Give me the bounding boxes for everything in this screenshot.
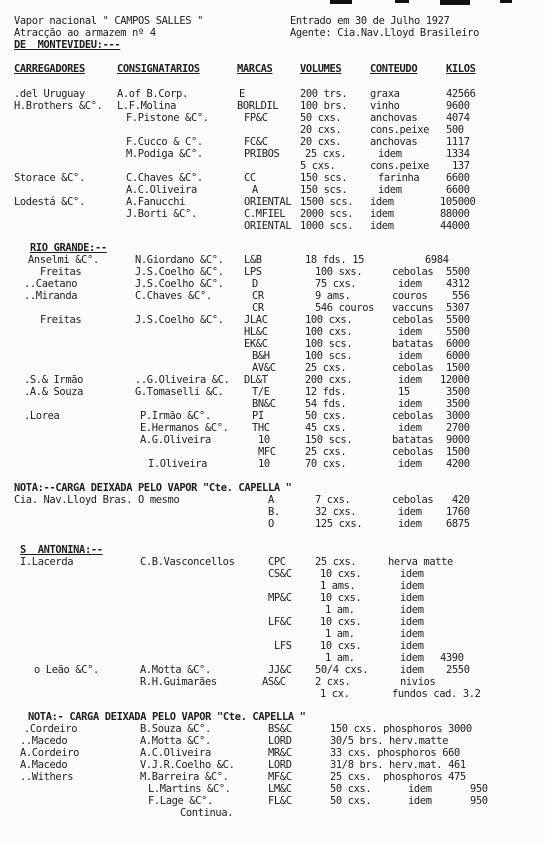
manifest-cell: A.Macedo	[20, 759, 68, 771]
manifest-cell: 4200	[446, 458, 470, 470]
manifest-cell: 33 cxs. phosphoros 660	[330, 747, 460, 759]
manifest-cell: F.Cucco & C°.	[126, 136, 203, 148]
manifest-cell: idem	[398, 422, 422, 434]
manifest-cell: 150 cxs. phosphoros 3000	[330, 723, 472, 735]
top-edge-marks	[0, 0, 545, 6]
manifest-cell: JLAC	[244, 314, 268, 326]
manifest-cell: o Leão &C°.	[34, 664, 99, 676]
manifest-cell: H.Brothers &C°.	[14, 100, 103, 112]
manifest-cell: idem	[370, 208, 394, 220]
manifest-cell: Continua.	[180, 807, 234, 819]
manifest-cell: idem	[398, 518, 422, 530]
manifest-cell: LPS	[244, 266, 262, 278]
manifest-cell: anchovas	[370, 112, 418, 124]
manifest-cell: A.C.Oliveira	[140, 747, 211, 759]
manifest-cell: 10	[258, 434, 270, 446]
manifest-cell: 75 cxs.	[315, 278, 357, 290]
manifest-cell: A.Cordeiro	[20, 747, 80, 759]
manifest-cell: A	[268, 494, 274, 506]
manifest-cell: idem	[398, 374, 422, 386]
manifest-cell: herva matte	[388, 556, 453, 568]
manifest-cell: 1500 scs.	[300, 196, 354, 208]
manifest-cell: R.H.Guimarães	[140, 676, 217, 688]
agent-line: Agente: Cia.Nav.Lloyd Brasileiro	[290, 27, 479, 39]
manifest-cell: CS&C	[268, 568, 292, 580]
manifest-cell: cebolas	[392, 266, 434, 278]
manifest-cell: idem	[378, 184, 402, 196]
manifest-cell: V.J.R.Coelho &C.	[140, 759, 235, 771]
manifest-cell: idem	[378, 148, 402, 160]
manifest-cell: vinho	[370, 100, 400, 112]
manifest-cell: .Lorea	[24, 410, 60, 422]
manifest-cell: B.Souza &C°.	[140, 723, 211, 735]
manifest-cell: Freitas	[40, 314, 82, 326]
manifest-cell: 25 cxs.	[315, 556, 357, 568]
manifest-cell: L.F.Molina	[117, 100, 177, 112]
manifest-cell: 54 fds.	[305, 398, 347, 410]
manifest-cell: MF&C	[268, 771, 292, 783]
manifest-cell: 15	[398, 386, 410, 398]
manifest-cell: 5307	[446, 302, 470, 314]
manifest-cell: A.Motta &C°.	[140, 664, 211, 676]
manifest-cell: cons.peixe	[370, 160, 430, 172]
manifest-cell: C.B.Vasconcellos	[140, 556, 235, 568]
manifest-cell: idem	[408, 783, 432, 795]
manifest-cell: .S.& Irmão	[24, 374, 84, 386]
manifest-cell: FC&C	[244, 136, 268, 148]
manifest-cell: 1760	[446, 506, 470, 518]
manifest-cell: 5 cxs.	[300, 160, 336, 172]
manifest-cell: C.Chaves &C°.	[135, 290, 212, 302]
manifest-cell: 3500	[446, 386, 470, 398]
manifest-cell: 25 cxs.	[305, 148, 347, 160]
manifest-cell: J.S.Coelho &C°.	[135, 278, 224, 290]
manifest-cell: 32 cxs.	[315, 506, 357, 518]
manifest-cell: idem	[370, 220, 394, 232]
manifest-cell: 5500	[446, 266, 470, 278]
manifest-cell: 12000	[440, 374, 470, 386]
manifest-cell: 10 cxs.	[320, 616, 362, 628]
manifest-cell: 150 scs.	[300, 172, 348, 184]
manifest-cell: AV&C	[252, 362, 276, 374]
manifest-cell: 100 sxs.	[315, 266, 363, 278]
manifest-cell: Anselmi &C°.	[28, 254, 99, 266]
manifest-cell: 1 cx.	[320, 688, 350, 700]
manifest-cell: 150 scs.	[300, 184, 348, 196]
manifest-cell: 3500	[446, 398, 470, 410]
manifest-cell: 45 cxs.	[305, 422, 347, 434]
manifest-cell: 950	[470, 783, 488, 795]
manifest-cell: 556	[452, 290, 470, 302]
manifest-cell: idem	[400, 604, 424, 616]
manifest-cell: 5500	[446, 314, 470, 326]
manifest-cell: 50 cxs.	[330, 795, 372, 807]
manifest-cell: CPC	[268, 556, 286, 568]
manifest-cell: 10	[258, 458, 270, 470]
manifest-cell: A.of B.Corp.	[117, 88, 188, 100]
manifest-cell: 20 cxs.	[300, 136, 342, 148]
manifest-cell: 3000	[446, 410, 470, 422]
manifest-cell: 30/5 brs. herv.matte	[330, 735, 449, 747]
manifest-cell: 6600	[446, 184, 470, 196]
manifest-cell: couros	[392, 290, 428, 302]
manifest-cell: 125 cxs.	[315, 518, 363, 530]
manifest-cell: 10 cxs.	[320, 640, 362, 652]
manifest-cell: 9 ams.	[315, 290, 351, 302]
manifest-cell: 25 cxs.	[305, 362, 347, 374]
manifest-cell: J.Borti &C°.	[126, 208, 197, 220]
manifest-cell: F.Lage &C°.	[148, 795, 213, 807]
manifest-cell: 6000	[446, 350, 470, 362]
manifest-cell: 100 scs.	[305, 350, 353, 362]
manifest-cell: 44000	[440, 220, 470, 232]
manifest-cell: 25 cxs.	[305, 446, 347, 458]
manifest-cell: I.Oliveira	[148, 458, 208, 470]
manifest-cell: A.C.Oliveira	[126, 184, 197, 196]
manifest-cell: J.S.Coelho &C°.	[135, 266, 224, 278]
manifest-cell: 1500	[446, 362, 470, 374]
manifest-cell: L.Martins &C°.	[148, 783, 231, 795]
manifest-cell: 1 am.	[325, 604, 355, 616]
manifest-cell: 1 am.	[325, 628, 355, 640]
col-volumes: VOLUMES	[300, 63, 342, 75]
manifest-cell: 1117	[446, 136, 470, 148]
manifest-cell: 950	[470, 795, 488, 807]
manifest-cell: A.G.Oliveira	[140, 434, 211, 446]
manifest-cell: 5500	[446, 326, 470, 338]
manifest-cell: 9000	[446, 434, 470, 446]
manifest-cell: ORIENTAL	[244, 220, 292, 232]
col-conteudo: CONTEUDO	[370, 63, 418, 75]
manifest-cell: RIO GRANDE:--	[30, 242, 107, 254]
manifest-cell: A.Fanucchi	[126, 196, 186, 208]
manifest-cell: N.Giordano &C°.	[135, 254, 224, 266]
manifest-cell: MP&C	[268, 592, 292, 604]
manifest-cell: 18 fds. 15	[305, 254, 365, 266]
manifest-cell: ..Miranda	[24, 290, 78, 302]
manifest-cell: farinha	[378, 172, 420, 184]
col-consignatarios: CONSIGNATARIOS	[117, 63, 200, 75]
manifest-cell: G.Tomaselli &C.	[135, 386, 224, 398]
manifest-cell: 100 scs.	[305, 338, 353, 350]
manifest-cell: cebolas	[392, 362, 434, 374]
manifest-cell: Lodestá &C°.	[14, 196, 85, 208]
manifest-cell: 546 couros	[315, 302, 375, 314]
manifest-cell: 1000 scs.	[300, 220, 354, 232]
manifest-cell: 1334	[446, 148, 470, 160]
manifest-cell: 2550	[446, 664, 470, 676]
manifest-cell: 200 trs.	[300, 88, 348, 100]
col-carregadores: CARREGADORES	[14, 63, 85, 75]
manifest-cell: E.Hermanos &C°.	[140, 422, 229, 434]
manifest-cell: 137	[452, 160, 470, 172]
manifest-cell: MFC	[258, 446, 276, 458]
manifest-cell: idem	[370, 196, 394, 208]
vessel-line: Vapor nacional " CAMPOS SALLES "	[14, 15, 203, 27]
manifest-cell: NOTA:--CARGA DEIXADA PELO VAPOR "Cte. CAPELLA "	[14, 482, 292, 494]
manifest-cell: LM&C	[268, 783, 292, 795]
manifest-cell: 1 ams.	[320, 580, 356, 592]
manifest-cell: 200 cxs.	[305, 374, 353, 386]
col-kilos: KILOS	[446, 63, 476, 75]
manifest-cell: 50/4 cxs.	[315, 664, 369, 676]
manifest-cell: cebolas	[392, 494, 434, 506]
manifest-cell: cons.peixe	[370, 124, 430, 136]
manifest-cell: PI	[252, 410, 264, 422]
manifest-cell: .del Uruguay	[14, 88, 85, 100]
manifest-cell: 12 fds.	[305, 386, 347, 398]
manifest-cell: PRIBOS	[244, 148, 280, 160]
manifest-cell: 10 cxs.	[320, 568, 362, 580]
manifest-cell: nivios	[400, 676, 436, 688]
manifest-cell: LORD	[268, 759, 292, 771]
manifest-cell: graxa	[370, 88, 400, 100]
manifest-cell: 105000	[440, 196, 476, 208]
manifest-cell: 20 cxs.	[300, 124, 342, 136]
manifest-cell: 42566	[446, 88, 476, 100]
manifest-cell: F.Pistone &C°.	[126, 112, 209, 124]
manifest-cell: idem	[398, 398, 422, 410]
manifest-cell: 100 cxs.	[305, 314, 353, 326]
manifest-cell: 420	[452, 494, 470, 506]
manifest-cell: 6600	[446, 172, 470, 184]
manifest-cell: LFS	[274, 640, 292, 652]
manifest-cell: idem	[398, 350, 422, 362]
arrival-date: Entrado em 30 de Julho 1927	[290, 15, 450, 27]
manifest-cell: idem	[398, 506, 422, 518]
manifest-cell: BS&C	[268, 723, 292, 735]
manifest-cell: 2700	[446, 422, 470, 434]
manifest-cell: A.Motta &C°.	[140, 735, 211, 747]
manifest-cell: C.Chaves &C°.	[126, 172, 203, 184]
manifest-cell: O	[268, 518, 274, 530]
manifest-cell: FP&C	[244, 112, 268, 124]
manifest-cell: 50 cxs.	[330, 783, 372, 795]
manifest-cell: L&B	[244, 254, 262, 266]
manifest-cell: HL&C	[244, 326, 268, 338]
manifest-cell: M.Podiga &C°.	[126, 148, 203, 160]
manifest-cell: BORLDIL	[237, 100, 279, 112]
manifest-cell: FL&C	[268, 795, 292, 807]
manifest-cell: AS&C	[262, 676, 286, 688]
manifest-cell: LORD	[268, 735, 292, 747]
col-marcas: MARCAS	[237, 63, 273, 75]
manifest-cell: 4074	[446, 112, 470, 124]
manifest-cell: 500	[446, 124, 464, 136]
manifest-cell: 4390	[440, 652, 464, 664]
manifest-cell: 4312	[446, 278, 470, 290]
manifest-cell: S ANTONINA:--	[20, 544, 103, 556]
manifest-cell: cebolas	[392, 410, 434, 422]
manifest-cell: MR&C	[268, 747, 292, 759]
manifest-cell: 1500	[446, 446, 470, 458]
manifest-cell: D	[252, 278, 258, 290]
manifest-cell: .Cordeiro	[24, 723, 78, 735]
manifest-cell: C.MFIEL	[244, 208, 286, 220]
manifest-cell: cebolas	[392, 314, 434, 326]
manifest-cell: Cia. Nav.Lloyd Bras. O mesmo	[14, 494, 180, 506]
manifest-cell: LF&C	[268, 616, 292, 628]
manifest-cell: idem	[400, 592, 424, 604]
manifest-cell: idem	[400, 640, 424, 652]
manifest-cell: CR	[252, 290, 264, 302]
manifest-cell: batatas	[392, 434, 434, 446]
manifest-cell: ..Caetano	[24, 278, 78, 290]
manifest-cell: idem	[400, 616, 424, 628]
manifest-cell: 50 cxs.	[300, 112, 342, 124]
manifest-cell: CC	[244, 172, 256, 184]
manifest-cell: Freitas	[40, 266, 82, 278]
section-montevideu: DE MONTEVIDEU:---	[14, 39, 121, 51]
manifest-cell: 100 brs.	[300, 100, 348, 112]
manifest-cell: 2 cxs.	[315, 676, 351, 688]
manifest-cell: 10 cxs.	[320, 592, 362, 604]
manifest-cell: batatas	[392, 338, 434, 350]
manifest-cell: idem	[400, 664, 424, 676]
manifest-cell: JJ&C	[268, 664, 292, 676]
manifest-cell: A	[252, 184, 258, 196]
manifest-cell: idem	[408, 795, 432, 807]
manifest-cell: CR	[252, 302, 264, 314]
manifest-cell: 6875	[446, 518, 470, 530]
manifest-cell: 1 am.	[325, 652, 355, 664]
manifest-cell: M.Barreira &C°.	[140, 771, 229, 783]
manifest-cell: idem	[398, 326, 422, 338]
manifest-cell: idem	[400, 628, 424, 640]
manifest-cell: 50 cxs.	[305, 410, 347, 422]
manifest-cell: THC	[252, 422, 270, 434]
manifest-cell: cebolas	[392, 446, 434, 458]
manifest-cell: ORIENTAL	[244, 196, 292, 208]
manifest-cell: 6984	[425, 254, 449, 266]
manifest-cell: 2000 scs.	[300, 208, 354, 220]
manifest-cell: ..Macedo	[20, 735, 68, 747]
manifest-cell: 31/8 brs. herv.mat. 461	[330, 759, 466, 771]
manifest-cell: E	[239, 88, 245, 100]
manifest-cell: 7 cxs.	[315, 494, 351, 506]
manifest-cell: EK&C	[244, 338, 268, 350]
manifest-cell: 150 scs.	[305, 434, 353, 446]
manifest-cell: idem	[398, 458, 422, 470]
manifest-cell: P.Irmão &C°.	[140, 410, 211, 422]
manifest-cell: ..Withers	[20, 771, 74, 783]
manifest-cell: 6000	[446, 338, 470, 350]
manifest-cell: idem	[400, 568, 424, 580]
manifest-cell: 88000	[440, 208, 470, 220]
manifest-cell: BN&C	[252, 398, 276, 410]
manifest-cell: anchovas	[370, 136, 418, 148]
manifest-cell: T/E	[252, 386, 270, 398]
manifest-cell: ..G.Oliveira &C.	[135, 374, 230, 386]
manifest-cell: J.S.Coelho &C°.	[135, 314, 224, 326]
manifest-cell: NOTA:- CARGA DEIXADA PELO VAPOR "Cte. CAPELLA "	[28, 711, 306, 723]
manifest-cell: 100 cxs.	[305, 326, 353, 338]
manifest-cell: Storace &C°.	[14, 172, 85, 184]
manifest-cell: DL&T	[244, 374, 268, 386]
manifest-cell: idem	[400, 652, 424, 664]
warehouse-line: Atracção ao armazem nº 4	[14, 27, 156, 39]
manifest-cell: B.	[268, 506, 280, 518]
manifest-cell: I.Lacerda	[20, 556, 74, 568]
manifest-cell: fundos cad. 3.2	[392, 688, 481, 700]
manifest-cell: 70 cxs.	[305, 458, 347, 470]
manifest-cell: idem	[398, 278, 422, 290]
manifest-cell: .A.& Souza	[24, 386, 84, 398]
manifest-cell: vaccuns	[392, 302, 434, 314]
manifest-cell: idem	[400, 580, 424, 592]
manifest-cell: 9600	[446, 100, 470, 112]
manifest-cell: 25 cxs. phosphoros 475	[330, 771, 466, 783]
manifest-cell: B&H	[252, 350, 270, 362]
